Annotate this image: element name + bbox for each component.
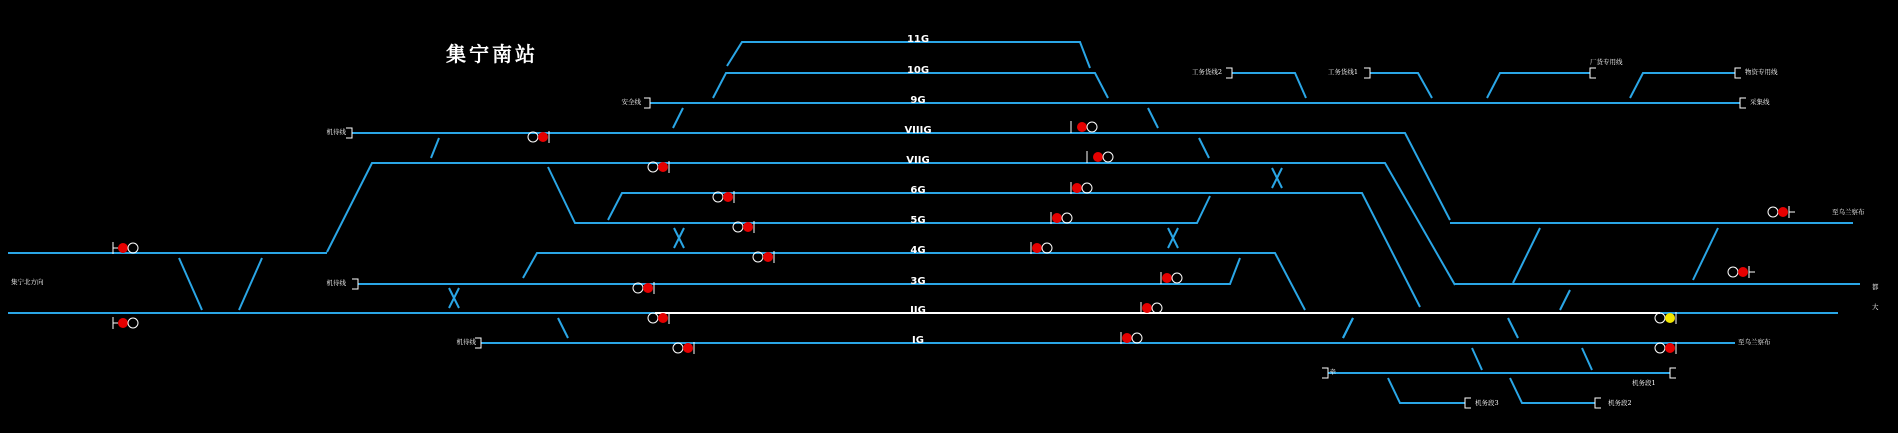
label-right-down: 至乌兰察布: [1738, 338, 1771, 346]
buffer-stop-depot-west: [1322, 368, 1328, 378]
label-VIIG: VIIG: [906, 155, 930, 166]
label-left-main: 集宁北方向: [11, 278, 44, 286]
signal-east-up[interactable]: [1768, 206, 1795, 218]
crossover-8-7[interactable]: [431, 138, 439, 158]
label-IG: IG: [912, 335, 924, 346]
track-depot-2[interactable]: [1510, 378, 1595, 403]
crossover-depot-b[interactable]: [1582, 348, 1592, 370]
label-chang-spur: 厂货专用线: [1590, 58, 1623, 66]
scissors-3-II[interactable]: [449, 288, 459, 308]
signal-3G-east[interactable]: [1161, 272, 1182, 284]
buffer-stop-depot-1: [1670, 368, 1676, 378]
buffer-stop-jichu2: [352, 279, 358, 289]
buffer-stop-depot-3: [1465, 398, 1471, 408]
label-caiyou: 采集线: [1750, 98, 1770, 106]
crossover-east-a[interactable]: [1513, 228, 1540, 283]
crossover-II-I-west[interactable]: [558, 318, 568, 338]
track-labels: [904, 34, 931, 346]
label-bottom-a: 牵: [1329, 368, 1336, 376]
label-right-edge: 都: [1872, 283, 1879, 291]
label-zhuanyong: 物资专用线: [1745, 68, 1778, 76]
label-depot-1: 机务段1: [1632, 379, 1656, 387]
buffer-stop-chang: [1590, 68, 1596, 78]
track-layout: [8, 42, 1860, 403]
spur-gongwu2[interactable]: [1232, 73, 1306, 98]
buffer-stop-depot-2: [1595, 398, 1601, 408]
label-IIG: IIG: [910, 305, 926, 316]
label-depot-3: 机务段3: [1475, 399, 1499, 407]
track-6G[interactable]: [608, 193, 1420, 307]
label-6G: 6G: [910, 185, 926, 196]
spur-chang[interactable]: [1487, 73, 1590, 98]
scissors-7-6[interactable]: [1272, 168, 1282, 188]
crossover-left-b[interactable]: [239, 258, 262, 310]
label-VIIIG: VIIIG: [904, 125, 932, 136]
crossover-depot-c[interactable]: [1508, 318, 1518, 338]
buffer-stop-gongwu2: [1226, 68, 1232, 78]
crossover-8-7-east[interactable]: [1199, 138, 1209, 158]
label-11G: 11G: [906, 34, 930, 45]
label-3G: 3G: [910, 276, 926, 287]
track-3G[interactable]: [358, 258, 1240, 284]
label-anquan: 安全线: [621, 98, 641, 106]
crossover-east-c[interactable]: [1560, 290, 1570, 310]
label-right-up: 至乌兰察布: [1832, 208, 1865, 216]
buffer-stop-anquan: [644, 98, 650, 108]
signals: [113, 121, 1795, 354]
label-gongwu-1: 工务货线1: [1327, 68, 1358, 76]
buffer-stop-zhuanyong: [1735, 68, 1741, 78]
signal-left-lower[interactable]: [113, 317, 138, 329]
label-jichu-1: 机待线: [326, 128, 346, 136]
label-depot-2: 机务段2: [1608, 399, 1632, 407]
buffer-stop-jichu1: [346, 128, 352, 138]
scissors-5-4-east[interactable]: [1168, 228, 1178, 248]
crossover-9-8-east[interactable]: [1148, 108, 1158, 128]
side-labels: [11, 57, 1879, 407]
label-10G: 10G: [906, 65, 930, 76]
buffer-stop-gongwu1: [1364, 68, 1370, 78]
spur-gongwu1[interactable]: [1370, 73, 1432, 98]
track-VIIIG[interactable]: [352, 133, 1450, 220]
station-title: 集宁南站: [446, 42, 538, 66]
signal-east-mid[interactable]: [1728, 266, 1755, 278]
crossover-left-a[interactable]: [179, 258, 202, 310]
label-9G: 9G: [910, 95, 926, 106]
scissors-5-4-west[interactable]: [674, 228, 684, 248]
signal-7G-east[interactable]: [1087, 151, 1113, 163]
crossover-east-b[interactable]: [1693, 228, 1718, 280]
label-4G: 4G: [910, 245, 926, 256]
label-5G: 5G: [910, 215, 926, 226]
buffer-stop-caiyou: [1740, 98, 1746, 108]
label-jichu-3: 机待线: [456, 338, 476, 346]
signal-8G-east[interactable]: [1071, 121, 1097, 133]
crossover-depot-a[interactable]: [1472, 348, 1482, 370]
label-jichu-2: 机待线: [326, 279, 346, 287]
label-right-edge-2: 大: [1872, 303, 1879, 311]
crossover-9-8[interactable]: [673, 108, 683, 128]
track-5G[interactable]: [548, 167, 1210, 223]
track-depot-3[interactable]: [1388, 378, 1465, 403]
spur-zhuanyong[interactable]: [1630, 73, 1735, 98]
crossover-II-I-east[interactable]: [1343, 318, 1353, 338]
label-gongwu-2: 工务货线2: [1191, 68, 1222, 76]
